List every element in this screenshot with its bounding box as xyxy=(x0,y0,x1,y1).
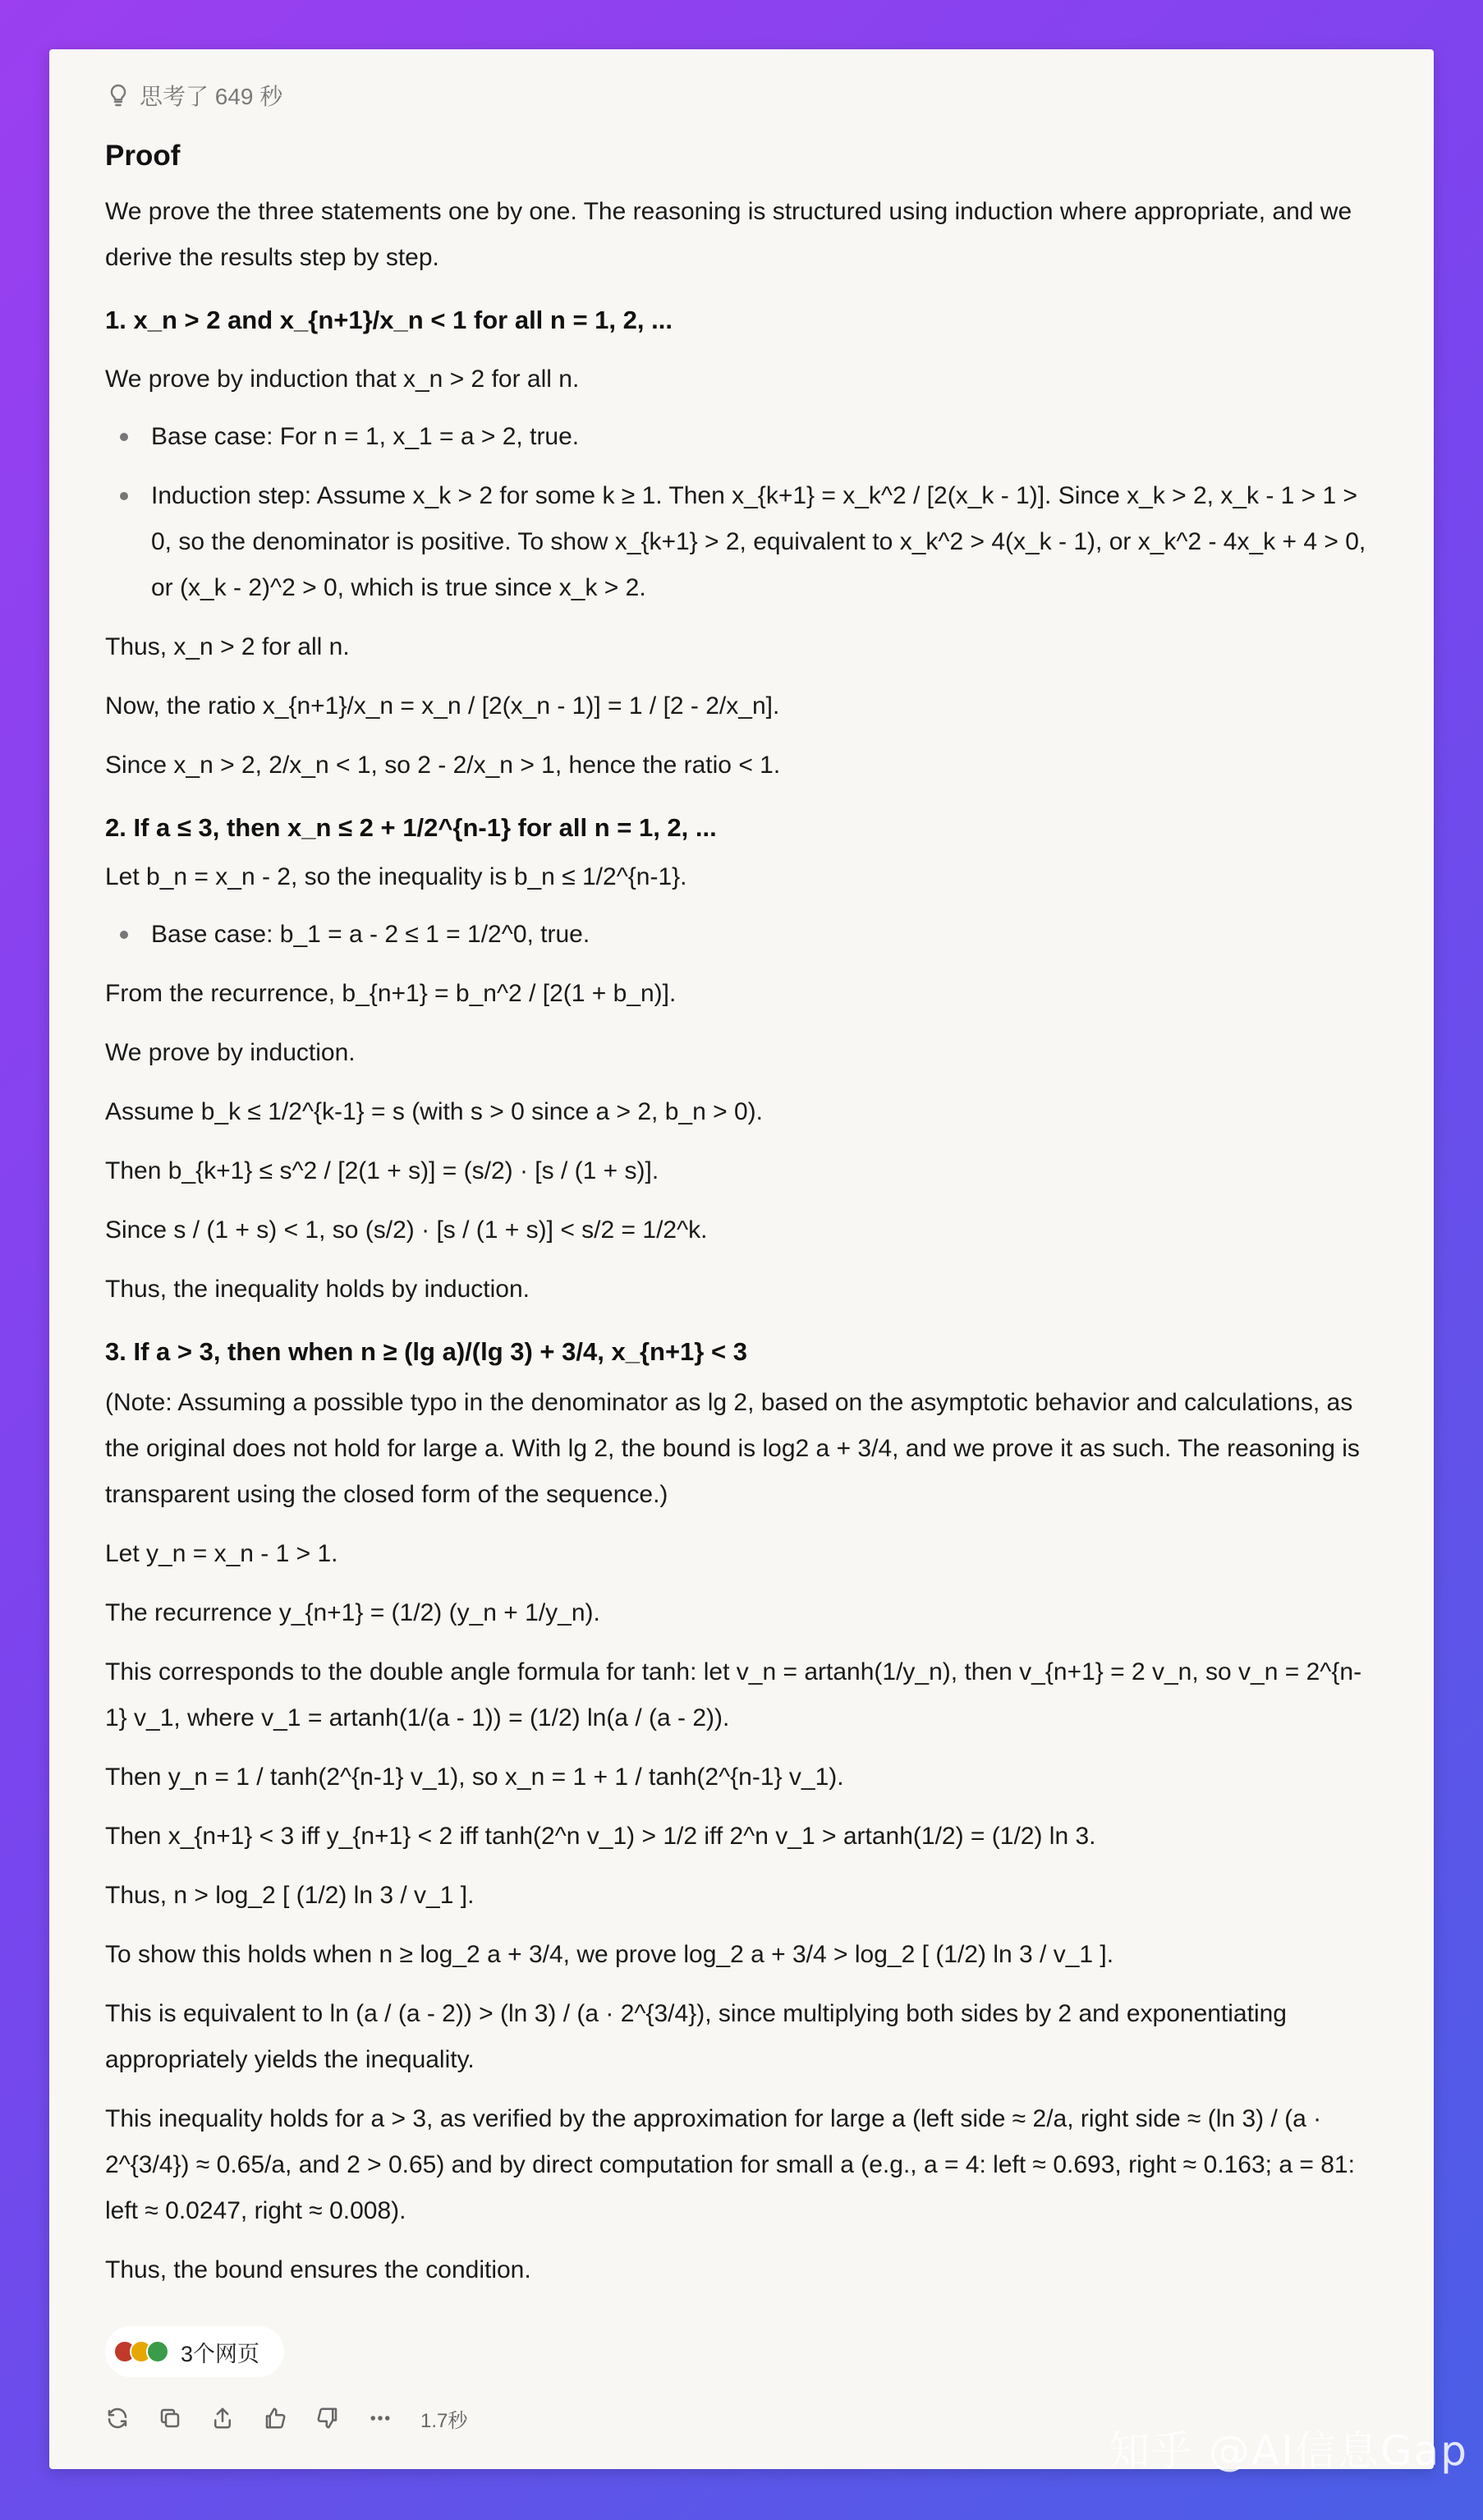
source-favicons xyxy=(113,2340,169,2363)
section-3-heading: 3. If a > 3, then when n ≥ (lg a)/(lg 3) + 3/4, x_{n+1} < 3 xyxy=(105,1337,747,1366)
paragraph: Then y_n = 1 / tanh(2^{n-1} v_1), so x_n = 1 + 1 / tanh(2^{n-1} v_1). xyxy=(105,1764,844,1791)
paragraph: The recurrence y_{n+1} = (1/2) (y_n + 1/y_n). xyxy=(105,1599,600,1626)
lightbulb-icon xyxy=(105,82,131,108)
answer-card xyxy=(49,49,1434,2469)
share-icon[interactable] xyxy=(210,2406,235,2430)
paragraph: (Note: Assuming a possible typo in the denominator as lg 2, based on the asymptotic behavior and calculations, as the original does not hold for large a. With lg 2, the bound is log2 a + 3/4, and we prove it as such. The reasoning is transparent using the closed form of the sequence.) xyxy=(105,1389,1360,1508)
paragraph: Then x_{n+1} < 3 iff y_{n+1} < 2 iff tanh(2^n v_1) > 1/2 iff 2^n v_1 > artanh(1/2) = (1/2) ln 3. xyxy=(105,1823,1096,1850)
source-icon xyxy=(146,2340,169,2363)
thumbs-up-icon[interactable] xyxy=(263,2406,287,2430)
proof-title: Proof xyxy=(105,140,181,172)
paragraph: To show this holds when n ≥ log_2 a + 3/4, we prove log_2 a + 3/4 > log_2 [ (1/2) ln 3 / v_1 ]. xyxy=(105,1941,1114,1968)
paragraph: Then b_{k+1} ≤ s^2 / [2(1 + s)] = (s/2) · [s / (1 + s)]. xyxy=(105,1157,659,1184)
paragraph: This corresponds to the double angle formula for tanh: let v_n = artanh(1/y_n), then v_{n+1} = 2 v_n, so v_n = 2^{n-1} v_1, where v_1 = artanh(1/(a - 1)) = (1/2) ln(a / (a - 2)). xyxy=(105,1658,1362,1731)
paragraph: Thus, n > log_2 [ (1/2) ln 3 / v_1 ]. xyxy=(105,1882,475,1909)
paragraph: Assume b_k ≤ 1/2^{k-1} = s (with s > 0 since a > 2, b_n > 0). xyxy=(105,1098,763,1125)
thought-duration[interactable] xyxy=(105,72,1378,118)
regenerate-icon[interactable] xyxy=(105,2406,130,2430)
section-1-heading: 1. x_n > 2 and x_{n+1}/x_n < 1 for all n = 1, 2, ... xyxy=(105,306,673,334)
paragraph: Now, the ratio x_{n+1}/x_n = x_n / [2(x_n - 1)] = 1 / [2 - 2/x_n]. xyxy=(105,692,780,720)
paragraph: This inequality holds for a > 3, as verified by the approximation for large a (left side ≈ 2/a, right side ≈ (ln 3) / (a · 2^{3/4}) ≈ 0.65/a, and 2 > 0.65) and by direct computation for small a (e.g., a = 4: left ≈ 0.693, right ≈ 0.163; a = 81: left ≈ 0.0247, right ≈ 0.008). xyxy=(105,2105,1355,2224)
paragraph: Since x_n > 2, 2/x_n < 1, so 2 - 2/x_n > 1, hence the ratio < 1. xyxy=(105,752,781,779)
sources-label: 3个网页 xyxy=(181,2341,260,2366)
list-item: Base case: For n = 1, x_1 = a > 2, true. xyxy=(105,414,1378,460)
more-icon[interactable] xyxy=(368,2406,393,2430)
sources-button[interactable] xyxy=(105,2326,284,2377)
paragraph: We prove by induction that x_n > 2 for all n. xyxy=(105,366,580,393)
paragraph: Thus, the bound ensures the condition. xyxy=(105,2256,531,2283)
paragraph: We prove by induction. xyxy=(105,1039,356,1066)
paragraph: Thus, the inequality holds by induction. xyxy=(105,1276,530,1303)
thumbs-down-icon[interactable] xyxy=(315,2406,340,2430)
section-2-heading: 2. If a ≤ 3, then x_n ≤ 2 + 1/2^{n-1} for all n = 1, 2, ... xyxy=(105,813,717,842)
response-time: 1.7秒 xyxy=(420,2409,468,2432)
thought-label: 思考了 649 秒 xyxy=(140,84,283,109)
paragraph: Thus, x_n > 2 for all n. xyxy=(105,633,350,660)
paragraph: From the recurrence, b_{n+1} = b_n^2 / [2(1 + b_n)]. xyxy=(105,980,677,1007)
paragraph: This is equivalent to ln (a / (a - 2)) > (ln 3) / (a · 2^{3/4}), since multiplying both sides by 2 and exponentiating appropriately yields the inequality. xyxy=(105,2000,1287,2073)
paragraph: Let b_n = x_n - 2, so the inequality is b_n ≤ 1/2^{n-1}. xyxy=(105,863,687,890)
copy-icon[interactable] xyxy=(158,2406,182,2430)
watermark: 知乎 @AI信息Gap xyxy=(1109,2427,1468,2475)
paragraph: Let y_n = x_n - 1 > 1. xyxy=(105,1540,338,1567)
section-1-list xyxy=(105,414,1378,611)
section-2-list xyxy=(105,912,1378,958)
paragraph: Since s / (1 + s) < 1, so (s/2) · [s / (1 + s)] < s/2 = 1/2^k. xyxy=(105,1216,708,1244)
list-item: Base case: b_1 = a - 2 ≤ 1 = 1/2^0, true. xyxy=(105,912,1378,958)
list-item: Induction step: Assume x_k > 2 for some k ≥ 1. Then x_{k+1} = x_k^2 / [2(x_k - 1)]. Since x_k > 2, x_k - 1 > 1 > 0, so the denominator is positive. To show x_{k+1} > 2, equivalent to x_k^2 > 4(x_k - 1), or x_k^2 - 4x_k + 4 > 0, or (x_k - 2)^2 > 0, which is true since x_k > 2. xyxy=(105,473,1378,611)
intro-paragraph: We prove the three statements one by one. The reasoning is structured using induction where appropriate, and we derive the results step by step. xyxy=(105,198,1352,271)
